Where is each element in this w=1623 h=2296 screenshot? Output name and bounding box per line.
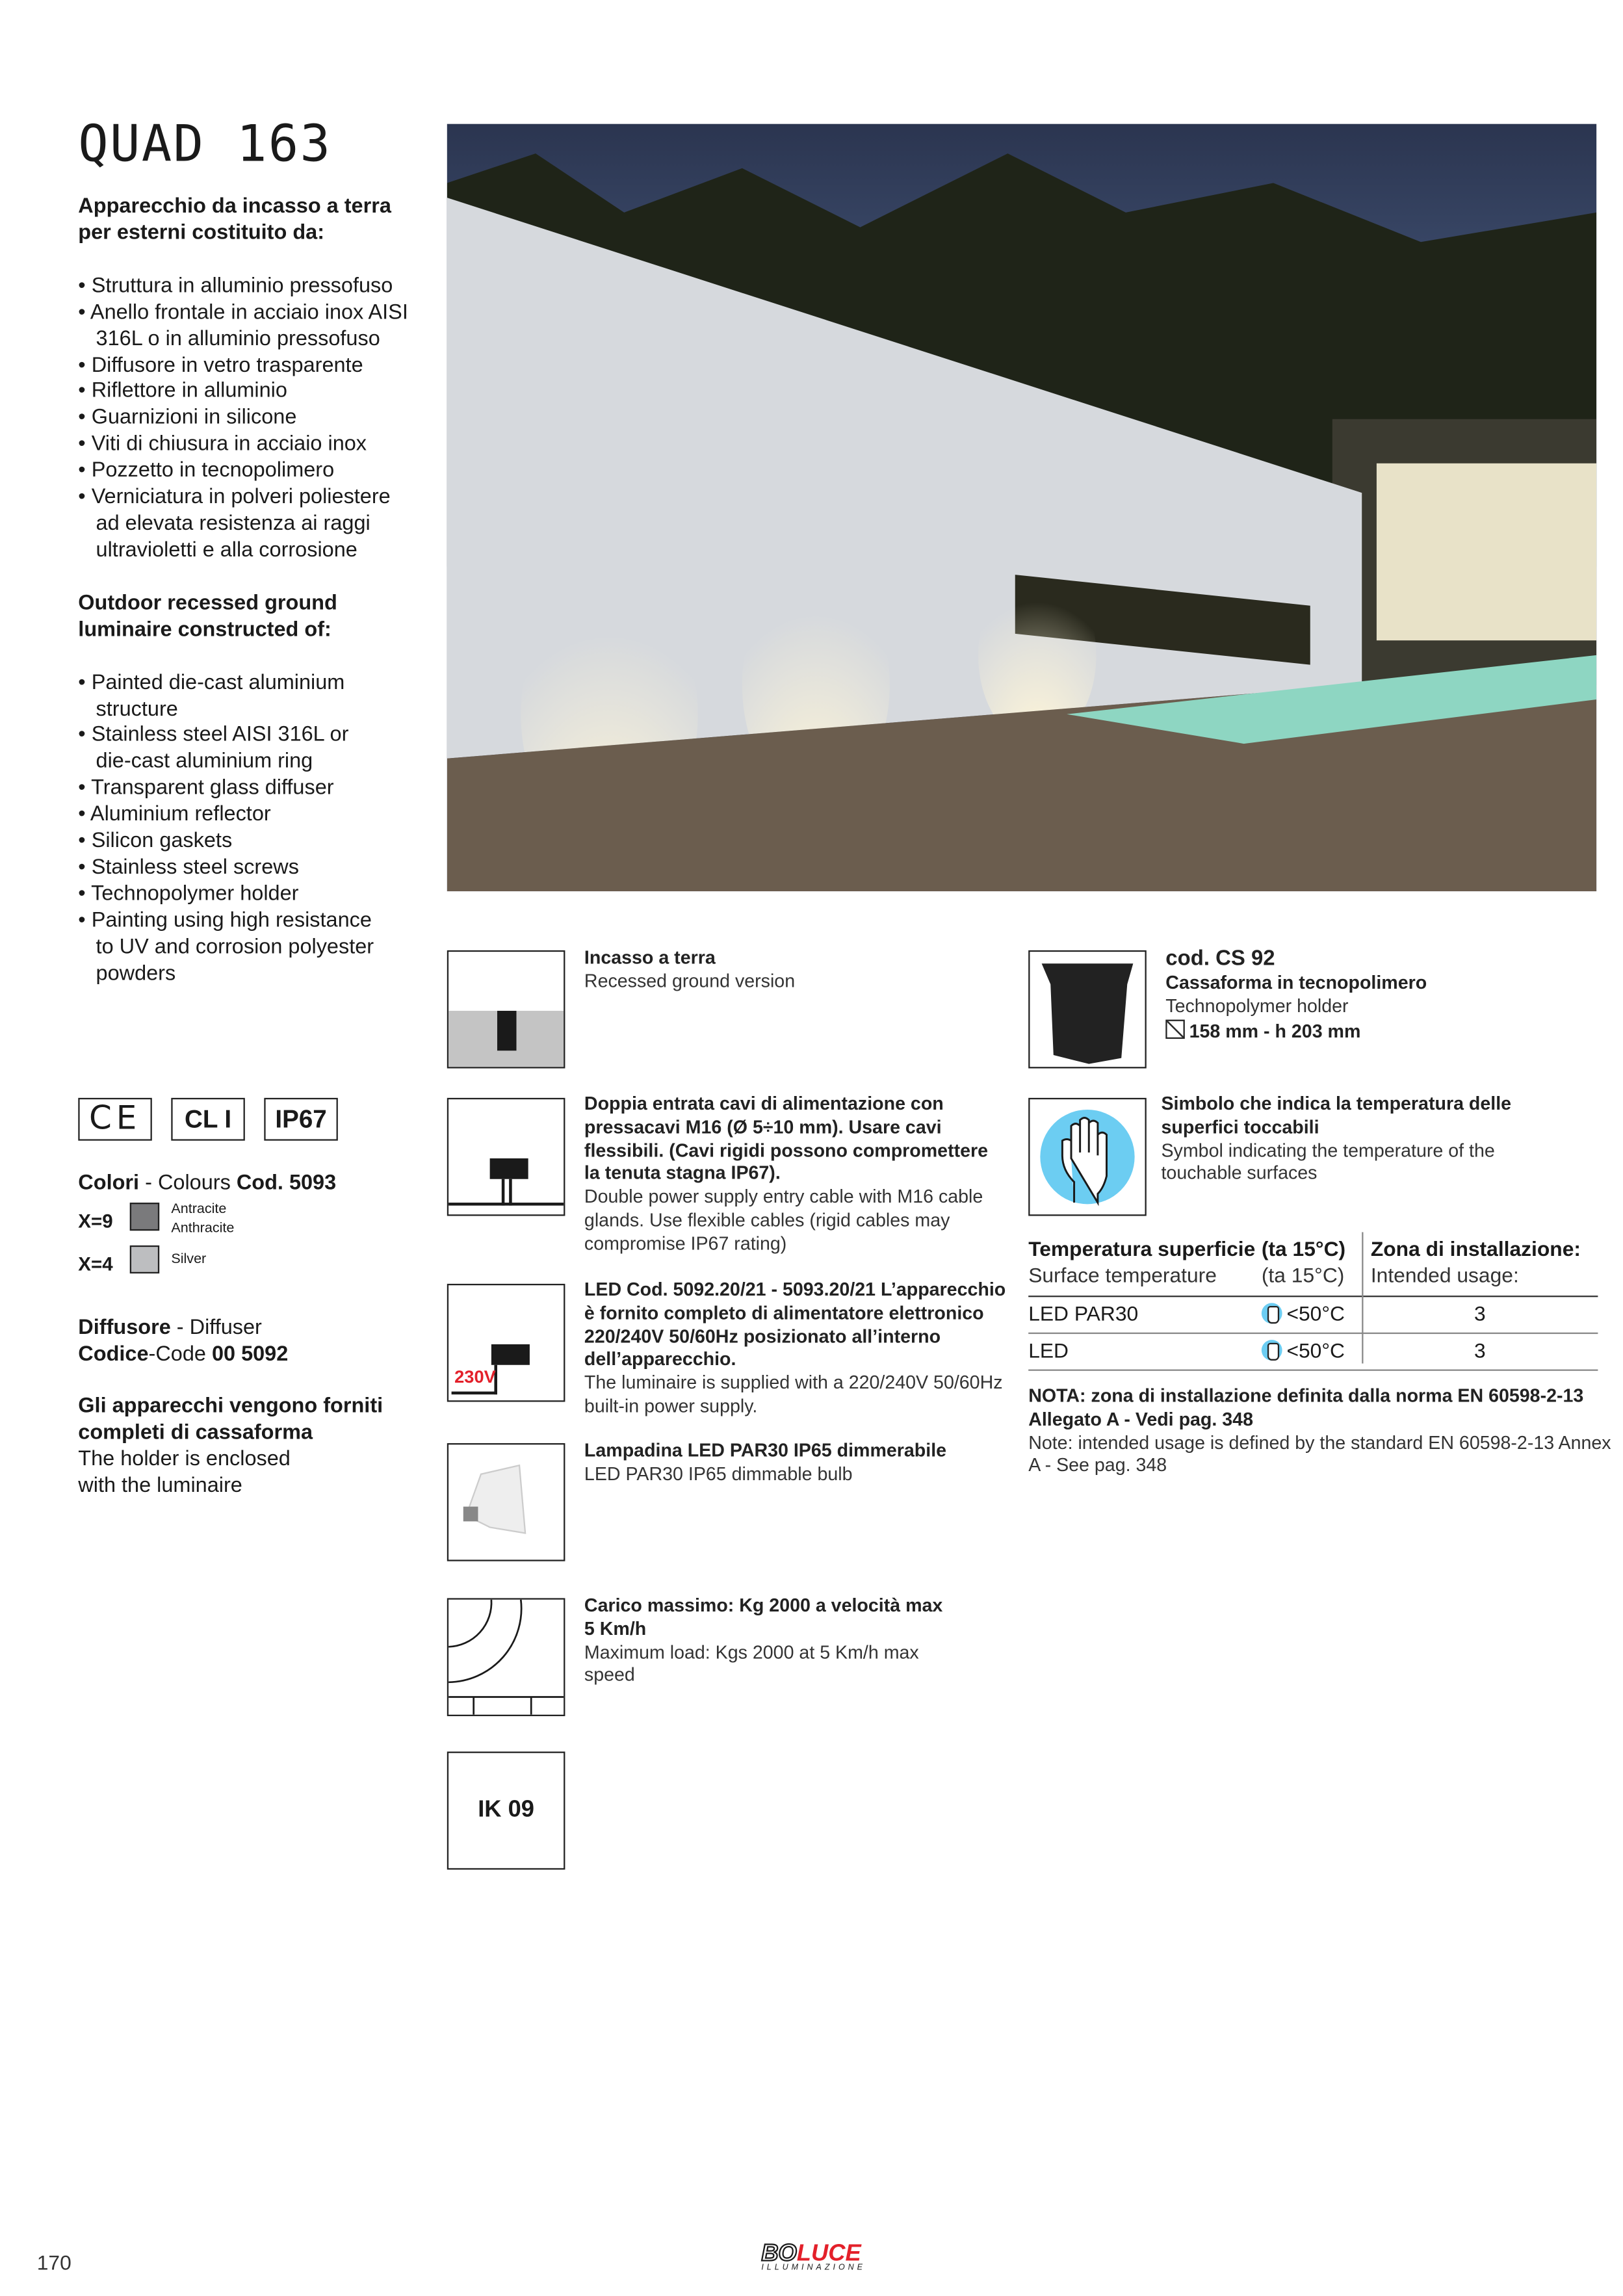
- code-label-it: Codice: [78, 1342, 149, 1367]
- logo-subtitle: ILLUMINAZIONE: [761, 2263, 866, 2273]
- row-zone: 3: [1474, 1301, 1486, 1325]
- holder-code: cod. CS 92: [1165, 947, 1275, 971]
- table-header: [1028, 1232, 1598, 1297]
- features-it-list: [78, 274, 417, 565]
- header-ta-it: (ta 15°C): [1261, 1236, 1346, 1260]
- table-divider: [1362, 1232, 1363, 1363]
- intro-en: Outdoor recessed ground luminaire constructed of:: [78, 591, 337, 642]
- feature-item: • Pozzetto in tecnopolimero: [78, 459, 417, 486]
- row-name: LED PAR30: [1028, 1301, 1139, 1325]
- max-load-icon: [447, 1598, 565, 1716]
- class-badge: CL I: [171, 1098, 245, 1141]
- header-temp-en: Surface temperature: [1028, 1263, 1217, 1287]
- spec-cable-entry: [584, 1093, 1005, 1257]
- colours-label-en: Colours: [157, 1171, 231, 1195]
- temp-symbol-it: Simbolo che indica la temperatura delle superfici toccabili: [1161, 1093, 1512, 1138]
- colour-name: Silver: [171, 1251, 207, 1268]
- spec-it: Doppia entrata cavi di alimentazione con pressacavi M16 (Ø 5÷10 mm). Usare cavi flessibili. (Cavi rigidi possono compromettere la tenuta stagna IP67).: [584, 1093, 989, 1184]
- feature-item: • Painting using high resistance to UV and corrosion polyester powders: [78, 909, 388, 988]
- colours-label-it: Colori: [78, 1171, 140, 1195]
- colours-code: Cod. 5093: [236, 1171, 337, 1195]
- spec-en: Recessed ground version: [584, 971, 796, 991]
- standard-note: [1028, 1386, 1611, 1479]
- product-title: QUAD 163: [78, 115, 332, 174]
- row-temp: <50°C: [1286, 1301, 1345, 1325]
- feature-item: • Stainless steel AISI 316L or die-cast aluminium ring: [78, 724, 388, 776]
- temp-symbol-en: Symbol indicating the temperature of the touchable surfaces: [1161, 1140, 1495, 1184]
- diffuser-label-en: - Diffuser: [170, 1316, 262, 1340]
- double-cable-entry-icon: [447, 1098, 565, 1216]
- feature-item: • Transparent glass diffuser: [78, 777, 388, 803]
- temp-symbol-info: [1161, 1093, 1544, 1186]
- feature-item: • Technopolymer holder: [78, 882, 388, 909]
- colour-code: X=9: [78, 1210, 113, 1233]
- led-bulb-icon: [447, 1443, 565, 1561]
- page-number: 170: [36, 2250, 71, 2275]
- pool-scene-image: [447, 124, 1596, 891]
- feature-item: • Anello frontale in acciaio inox AISI 316L o in alluminio pressofuso: [78, 300, 417, 353]
- feature-item: • Aluminium reflector: [78, 803, 388, 829]
- header-zone-it: Zona di installazione:: [1370, 1236, 1581, 1260]
- recessed-ground-icon: [447, 950, 565, 1069]
- voltage-label: 230V: [454, 1366, 496, 1387]
- hand-icon: [1262, 1303, 1282, 1324]
- colour-code: X=4: [78, 1253, 113, 1275]
- ip-rating-badge: IP67: [264, 1098, 338, 1141]
- holder-dims: 158 mm - h 203 mm: [1189, 1020, 1361, 1041]
- colour-name-en: Anthracite: [171, 1220, 235, 1237]
- spec-en: The luminaire is supplied with a 220/240V 50/60Hz built-in power supply.: [584, 1372, 1003, 1417]
- feature-item: • Guarnizioni in silicone: [78, 406, 417, 433]
- touch-temperature-icon: [1028, 1098, 1147, 1216]
- holder-note-en: The holder is enclosed with the luminaire: [78, 1447, 291, 1498]
- feature-item: • Viti di chiusura in acciaio inox: [78, 433, 417, 460]
- spec-it: Carico massimo: Kg 2000 a velocità max 5 Km/h: [584, 1595, 943, 1639]
- logo-part-a: BO: [761, 2241, 797, 2267]
- feature-item: • Stainless steel screws: [78, 855, 388, 882]
- spec-recessed: [584, 947, 1012, 994]
- feature-item: • Diffusore in vetro trasparente: [78, 354, 417, 380]
- table-row: [1028, 1297, 1598, 1334]
- product-photo: [447, 124, 1596, 891]
- feature-item: • Verniciatura in polveri poliestere ad elevata resistenza ai raggi ultravioletti e alla corrosione: [78, 486, 417, 565]
- spec-it: LED Cod. 5092.20/21 - 5093.20/21 L’apparecchio è fornito completo di alimentatore elettronico 220/240V 50/60Hz posizionato all’interno dell’apparecchio.: [584, 1279, 1006, 1370]
- table-row: [1028, 1334, 1598, 1371]
- features-en-list: [78, 671, 388, 988]
- colours-heading: [78, 1171, 336, 1195]
- row-zone: 3: [1474, 1338, 1486, 1363]
- diffuser-info: [78, 1315, 288, 1368]
- diffuser-code: 00 5092: [211, 1342, 289, 1367]
- colour-name-it: Antracite: [171, 1201, 227, 1218]
- spec-it: Lampadina LED PAR30 IP65 dimmerabile: [584, 1440, 947, 1461]
- ik09-badge: IK 09: [447, 1751, 565, 1870]
- note-en: Note: intended usage is defined by the standard EN 60598-2-13 Annex A - See pag. 348: [1028, 1432, 1611, 1476]
- diffuser-label-it: Diffusore: [78, 1316, 171, 1340]
- feature-item: • Silicon gaskets: [78, 829, 388, 856]
- spec-it: Incasso a terra: [584, 947, 716, 969]
- colour-swatch-silver: [130, 1246, 159, 1273]
- holder-note-it: Gli apparecchi vengono forniti completi di cassaforma: [78, 1394, 383, 1445]
- feature-item: • Riflettore in alluminio: [78, 380, 417, 406]
- row-name: LED: [1028, 1338, 1069, 1363]
- spec-en: Maximum load: Kgs 2000 at 5 Km/h max speed: [584, 1641, 919, 1686]
- holder-image: [1028, 950, 1147, 1069]
- header-zone-en: Intended usage:: [1370, 1263, 1519, 1287]
- power-supply-230v-icon: [447, 1284, 565, 1402]
- row-temp: <50°C: [1286, 1338, 1345, 1363]
- feature-item: • Painted die-cast aluminium structure: [78, 671, 388, 724]
- holder-info: [1165, 946, 1593, 1044]
- boluce-logo: [761, 2241, 866, 2273]
- sep: -: [139, 1171, 158, 1195]
- code-label-en: -Code: [148, 1342, 212, 1367]
- spec-max-load: [584, 1595, 954, 1688]
- spec-en: Double power supply entry cable with M16 cable glands. Use flexible cables (rigid cables may compromise IP67 rating): [584, 1186, 983, 1255]
- hand-icon: [1262, 1340, 1282, 1361]
- intro-it: Apparecchio da incasso a terra per esterni costituito da:: [78, 194, 391, 245]
- holder-en: Technopolymer holder: [1165, 995, 1349, 1017]
- feature-item: • Struttura in alluminio pressofuso: [78, 274, 417, 301]
- holder-note: [78, 1393, 410, 1499]
- temperature-table: [1028, 1232, 1598, 1370]
- square-diameter-icon: [1165, 1019, 1185, 1039]
- header-ta-en: (ta 15°C): [1261, 1263, 1345, 1287]
- colour-swatch-anthracite: [130, 1203, 159, 1231]
- description-it: [78, 195, 417, 988]
- spec-led-power: [584, 1279, 1012, 1419]
- ce-mark-badge: CE: [78, 1098, 152, 1141]
- holder-it: Cassaforma in tecnopolimero: [1165, 972, 1427, 993]
- spec-en: LED PAR30 IP65 dimmable bulb: [584, 1463, 853, 1485]
- spec-bulb: [584, 1441, 1012, 1487]
- colour-name: [171, 1200, 234, 1238]
- logo-part-b: LUCE: [796, 2241, 861, 2267]
- note-it: NOTA: zona di installazione definita dalla norma EN 60598-2-13 Allegato A - Vedi pag. 348: [1028, 1385, 1584, 1430]
- header-temp-it: Temperatura superficie: [1028, 1236, 1256, 1260]
